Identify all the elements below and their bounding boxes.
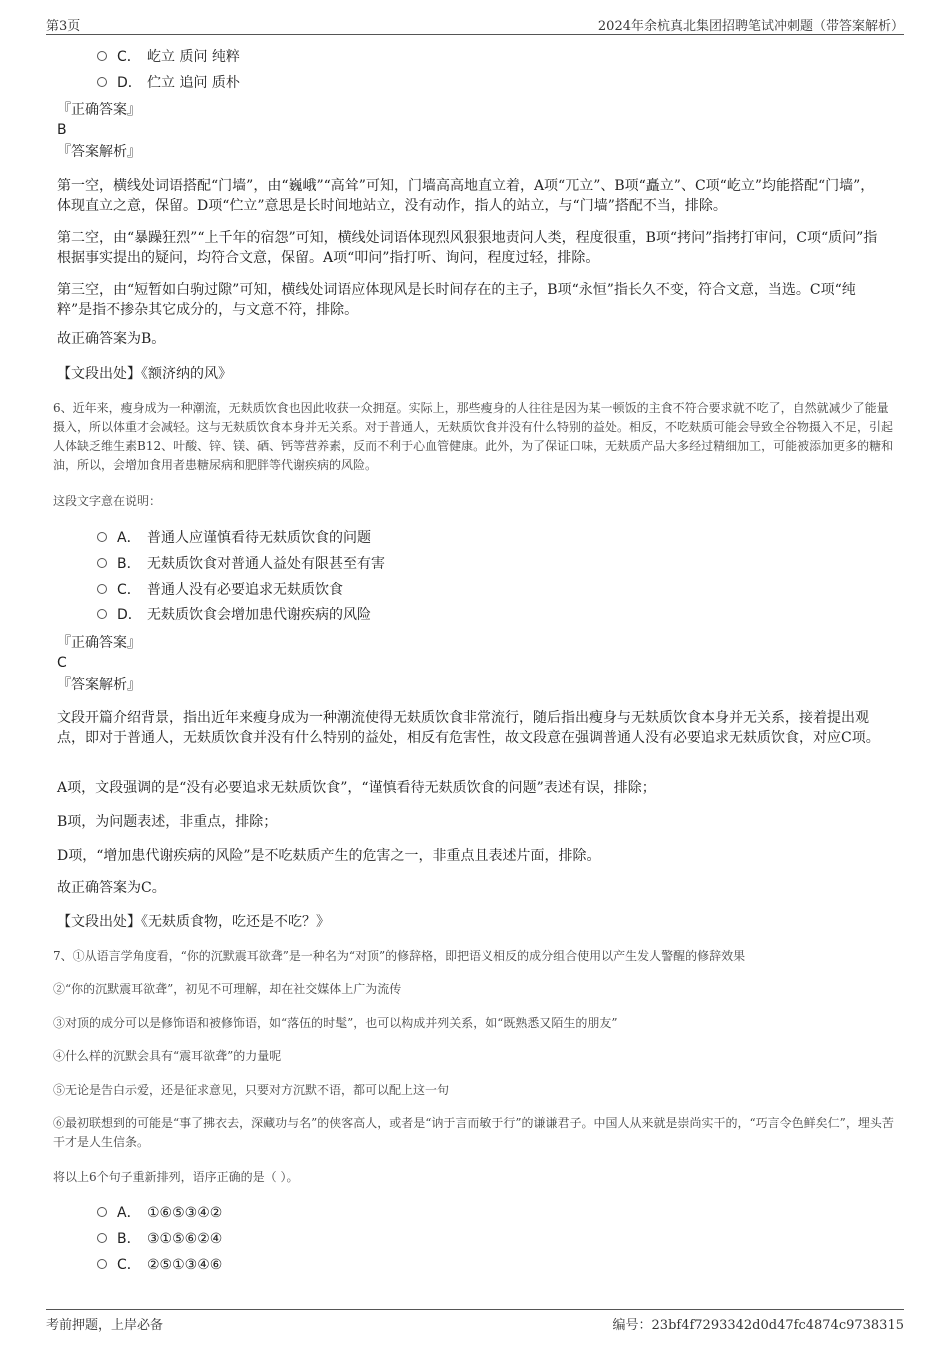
footer-slogan: 考前押题，上岸必备 xyxy=(46,1318,164,1333)
q7-sentence: ⑤无论是告白示爱，还是征求意见，只要对方沉默不语，都可以配上这一句 xyxy=(53,1083,450,1097)
page-footer xyxy=(46,1309,904,1332)
q5-conclusion: 故正确答案为B。 xyxy=(57,331,166,347)
radio-icon[interactable] xyxy=(97,1259,107,1269)
q6-analysis-paragraph: A项，文段强调的是“没有必要追求无麸质饮食”，“谨慎看待无麸质饮食的问题”表述有误，排除； xyxy=(57,780,656,796)
q7-sentence: 7、①从语言学角度看，“你的沉默震耳欲聋”是一种名为“对顶”的修辞格，即把语义相反的成分组合使用以产生发人警醒的修辞效果 xyxy=(53,949,746,963)
q5-analysis-paragraph: 第三空，由“短暂如白驹过隙”可知，横线处词语应体现风是长时间存在的主子，B项“永恒”指长久不变，符合文意，当选。C项“纯粹”是指不掺杂其它成分的，与文意不符，排除。 xyxy=(57,282,856,318)
q5-answer: B xyxy=(57,122,67,138)
page-header xyxy=(46,12,904,35)
q7-option-b[interactable]: B． ③①⑤⑥②④ xyxy=(97,1229,222,1249)
q7-sentence: ③对顶的成分可以是修饰语和被修饰语，如“落伍的时髦”，也可以构成并列关系，如“既熟悉又陌生的朋友” xyxy=(53,1016,618,1030)
q6-prompt: 这段文字意在说明： xyxy=(53,494,162,508)
radio-icon[interactable] xyxy=(97,609,107,619)
q6-analysis-paragraph: D项，“增加患代谢疾病的风险”是不吃麸质产生的危害之一，非重点且表述片面，排除。 xyxy=(57,848,601,864)
q7-prompt: 将以上6个句子重新排列，语序正确的是（ ）。 xyxy=(53,1170,299,1184)
q6-conclusion: 故正确答案为C。 xyxy=(57,880,166,896)
document-code: 编号：23bf4f7293342d0d47fc4874c9738315 xyxy=(612,1318,904,1333)
q6-analysis-label: 『答案解析』 xyxy=(57,677,141,693)
radio-icon[interactable] xyxy=(97,51,107,61)
q6-stem: 6、近年来，瘦身成为一种潮流，无麸质饮食也因此收获一众拥趸。实际上，那些瘦身的人往往是因为某一顿饭的主食不符合要求就不吃了，自然就减少了能量摄入，所以体重才会减轻。这与无麸质饮食本身并无关系。对于普通人，无麸质饮食并没有什么特别的益处。相反，不吃麸质可能会导致全谷物摄入不足，引起人体缺乏维生素B12、叶酸、锌、镁、硒、钙等营养素，反而不利于心血管健康。此外，为了保证口味，无麸质产品大多经过精细加工，可能被添加更多的糖和油，所以，会增加食用者患糖尿病和肥胖等代谢疾病的风险。 xyxy=(53,401,894,472)
q7-sentence: ②“你的沉默震耳欲聋”，初见不可理解，却在社交媒体上广为流传 xyxy=(53,982,402,996)
q6-analysis-paragraph: 文段开篇介绍背景，指出近年来瘦身成为一种潮流使得无麸质饮食非常流行，随后指出瘦身与无麸质饮食本身并无关系，接着提出观点，即对于普通人，无麸质饮食并没有什么特别的益处，相反有危害性，故文段意在强调普通人没有必要追求无麸质饮食，对应C项。 xyxy=(57,710,880,746)
q7-option-c[interactable]: C． ②⑤①③④⑥ xyxy=(97,1255,222,1275)
page-number: 第3页 xyxy=(46,19,81,34)
radio-icon[interactable] xyxy=(97,77,107,87)
q6-option-d[interactable]: D． 无麸质饮食会增加患代谢疾病的风险 xyxy=(97,605,371,625)
q6-answer-label: 『正确答案』 xyxy=(57,635,141,651)
radio-icon[interactable] xyxy=(97,558,107,568)
q6-answer: C xyxy=(57,655,67,671)
q6-option-b[interactable]: B． 无麸质饮食对普通人益处有限甚至有害 xyxy=(97,554,385,574)
radio-icon[interactable] xyxy=(97,1233,107,1243)
radio-icon[interactable] xyxy=(97,584,107,594)
q6-source: 【文段出处】《无麸质食物，吃还是不吃？》 xyxy=(57,914,330,930)
document-title: 2024年余杭真北集团招聘笔试冲刺题（带答案解析） xyxy=(597,19,904,34)
q5-analysis-paragraph: 第一空，横线处词语搭配“门墙”，由“巍峨”“高耸”可知，门墙高高地直立着，A项“兀立”、B项“矗立”、C项“屹立”均能搭配“门墙”，体现直立之意，保留。D项“伫立”意思是长时间地站立，没有动作，指人的站立，与“门墙”搭配不当，排除。 xyxy=(57,178,875,214)
q7-sentence: ⑥最初联想到的可能是“事了拂衣去，深藏功与名”的侠客高人，或者是“讷于言而敏于行”的谦谦君子。中国人从来就是崇尚实干的，“巧言令色鲜矣仁”，埋头苦干才是人生信条。 xyxy=(53,1116,894,1149)
q5-option-c[interactable]: C． 屹立 质问 纯粹 xyxy=(97,47,240,67)
q7-option-a[interactable]: A． ①⑥⑤③④② xyxy=(97,1203,222,1223)
q5-answer-label: 『正确答案』 xyxy=(57,102,141,118)
radio-icon[interactable] xyxy=(97,532,107,542)
q6-analysis-paragraph: B项，为问题表述，非重点，排除； xyxy=(57,814,278,830)
q6-option-c[interactable]: C． 普通人没有必要追求无麸质饮食 xyxy=(97,580,343,600)
radio-icon[interactable] xyxy=(97,1207,107,1217)
q5-option-d[interactable]: D． 伫立 追问 质朴 xyxy=(97,73,240,93)
q5-analysis-paragraph: 第二空，由“暴躁狂烈”“上千年的宿怨”可知，横线处词语体现烈风狠狠地责问人类，程度很重，B项“拷问”指拷打审问，C项“质问”指根据事实提出的疑问，均符合文意，保留。A项“叩问”指打听、询问，程度过轻，排除。 xyxy=(57,230,878,266)
q5-analysis-label: 『答案解析』 xyxy=(57,144,141,160)
q5-source: 【文段出处】《额济纳的风》 xyxy=(57,366,232,382)
q6-option-a[interactable]: A． 普通人应谨慎看待无麸质饮食的问题 xyxy=(97,528,371,548)
q7-sentence: ④什么样的沉默会具有“震耳欲聋”的力量呢 xyxy=(53,1049,282,1063)
